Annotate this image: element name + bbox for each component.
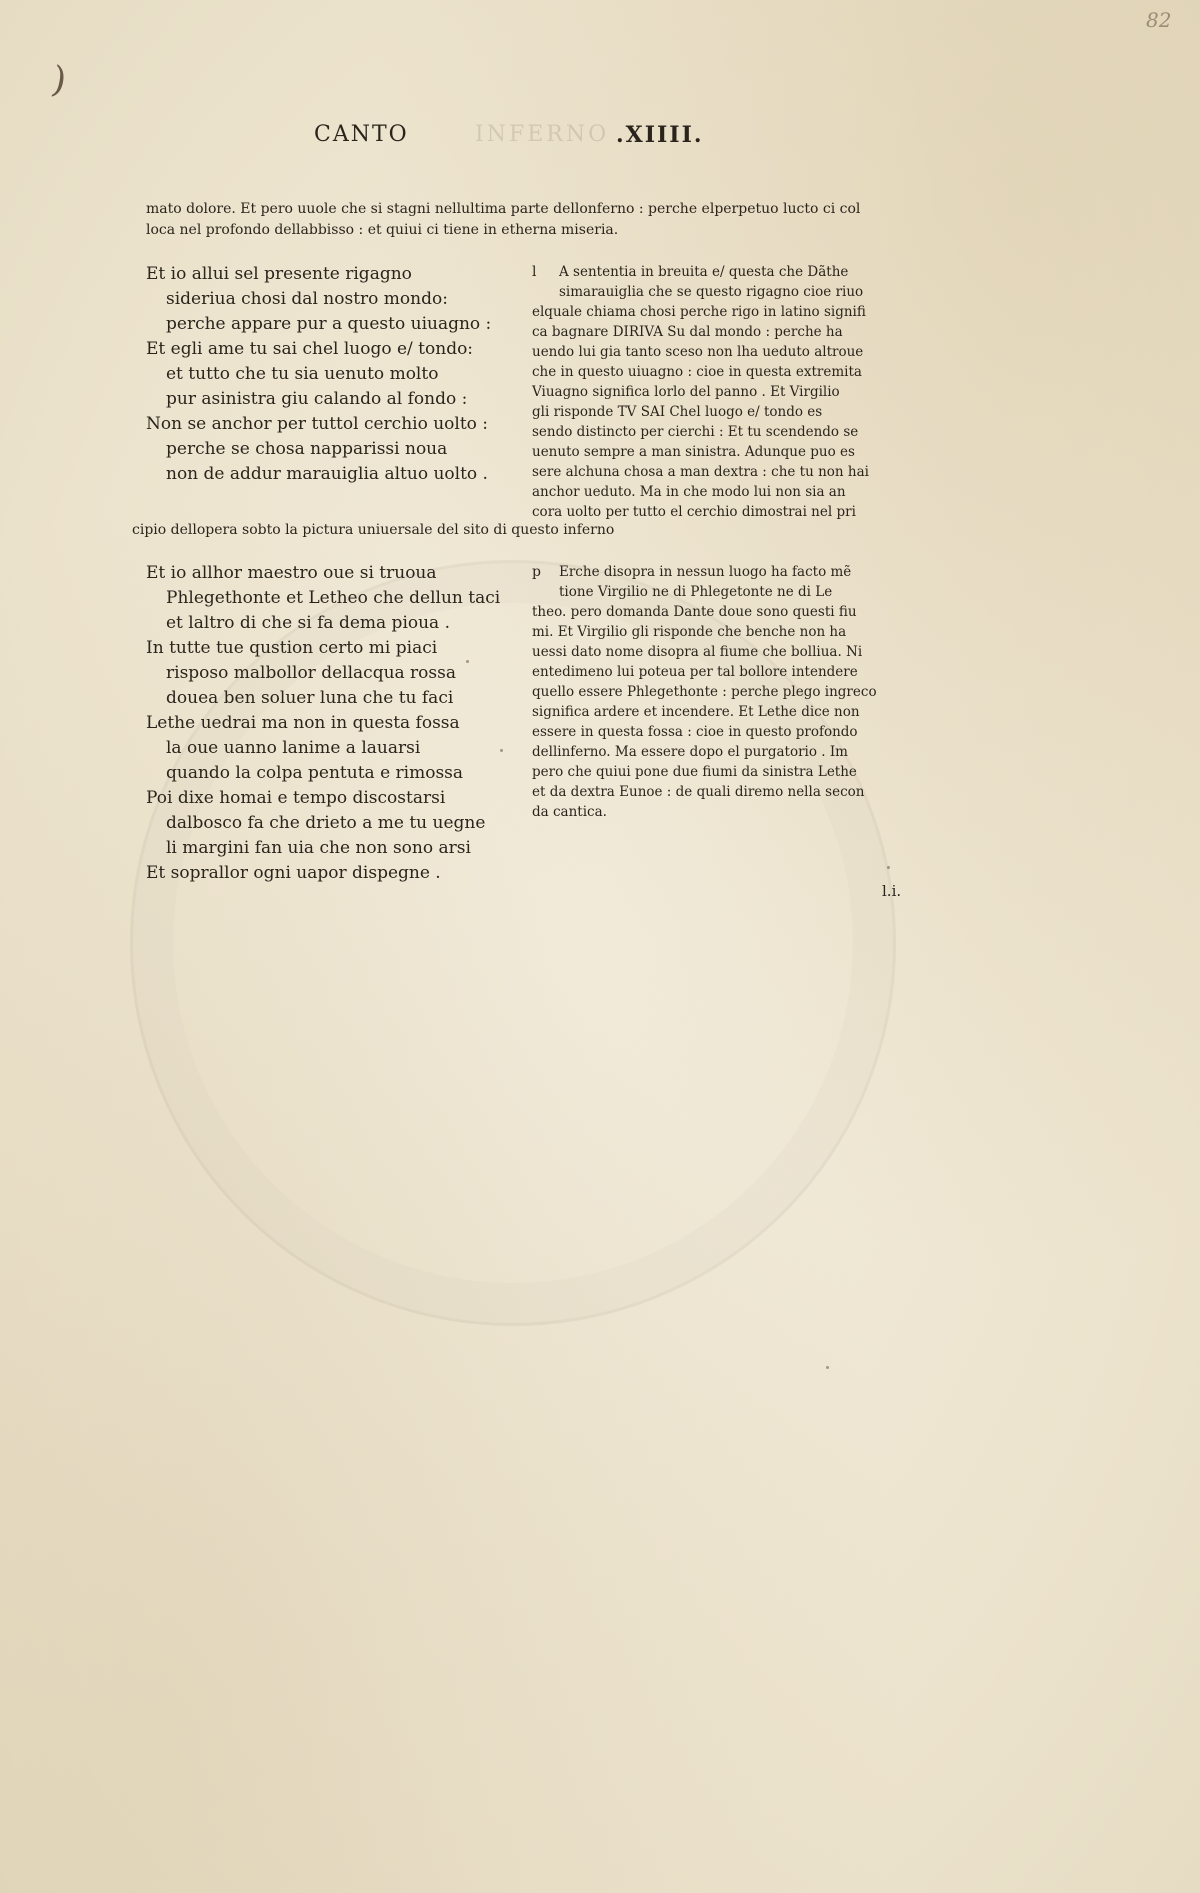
text-line: Phlegethonte et Letheo che dellun taci [166, 588, 501, 608]
ink-speck [500, 749, 503, 752]
text-line: pur asinistra giu calando al fondo : [166, 389, 468, 409]
text-line: Et io allui sel presente rigagno [146, 264, 412, 284]
text-line: la oue uanno lanime a lauarsi [166, 738, 421, 758]
text-line: sere alchuna chosa a man dextra : che tu non hai [532, 464, 869, 480]
text-line: Et soprallor ogni uapor dispegne . [146, 863, 441, 883]
text-line: anchor ueduto. Ma in che modo lui non sia an [532, 484, 846, 500]
text-line: perche appare pur a questo uiuagno : [166, 314, 492, 334]
text-line: che in questo uiuagno : cioe in questa extremita [532, 364, 862, 380]
text-line: dalbosco fa che drieto a me tu uegne [166, 813, 486, 833]
commentary-continuation [132, 520, 614, 541]
text-line: essere in questa fossa : cioe in questo profondo [532, 724, 858, 740]
text-line: mi. Et Virgilio gli risponde che benche non ha [532, 624, 847, 640]
text-line: Non se anchor per tuttol cerchio uolto : [146, 414, 489, 434]
signature-mark: l.i. [882, 882, 902, 900]
text-line: quello essere Phlegethonte : perche plego ingreco [532, 684, 877, 700]
guide-letter: l [532, 264, 537, 280]
text-line: et laltro di che si fa dema pioua . [166, 613, 451, 633]
ink-speck [887, 866, 890, 869]
text-line: da cantica. [532, 804, 607, 820]
intro-text [146, 199, 886, 241]
text-line: tione Virgilio ne di Phlegetonte ne di Le [559, 584, 833, 600]
text-line: theo. pero domanda Dante doue sono questi fiu [532, 604, 857, 620]
text-line: Et egli ame tu sai chel luogo e/ tondo: [146, 339, 474, 359]
text-line: sideriua chosi dal nostro mondo: [166, 289, 448, 309]
ink-speck [826, 1366, 829, 1369]
text-line: uendo lui gia tanto sceso non lha ueduto altroue [532, 344, 864, 360]
text-line: sendo distincto per cierchi : Et tu scendendo se [532, 424, 859, 440]
canto-number: .XIIII. [616, 122, 704, 148]
text-line: elquale chiama chosi perche rigo in latino signifi [532, 304, 866, 320]
text-line: et tutto che tu sia uenuto molto [166, 364, 439, 384]
text-line: gli risponde TV SAI Chel luogo e/ tondo es [532, 404, 823, 420]
commentary-block-1 [532, 262, 872, 522]
commentary-block-2 [532, 562, 877, 822]
text-line: significa ardere et incendere. Et Lethe dice non [532, 704, 860, 720]
verse-block-1 [146, 262, 491, 487]
text-line: Erche disopra in nessun luogo ha facto mẽ [559, 564, 852, 580]
text-line: Viuagno significa lorlo del panno . Et Virgilio [532, 384, 840, 400]
text-line: Poi dixe homai e tempo discostarsi [146, 788, 446, 808]
text-line: douea ben soluer luna che tu faci [166, 688, 454, 708]
ink-mark: ) [48, 59, 70, 102]
text-line: cora uolto per tutto el cerchio dimostrai nel pri [532, 504, 856, 520]
text-line: non de addur marauiglia altuo uolto . [166, 464, 488, 484]
guide-letter: p [532, 564, 541, 580]
text-line: et da dextra Eunoe : de quali diremo nella secon [532, 784, 865, 800]
running-header [0, 122, 1200, 152]
bridge-line: cipio dellopera sobto la pictura uniuersale del sito di questo inferno [132, 522, 615, 538]
text-line: entedimeno lui poteua per tal bollore intendere [532, 664, 858, 680]
bleed-through-text: INFERNO [475, 122, 610, 147]
text-line: dellinferno. Ma essere dopo el purgatorio . Im [532, 744, 848, 760]
text-line: perche se chosa napparissi noua [166, 439, 448, 459]
canto-label: CANTO [314, 122, 409, 147]
text-line: risposo malbollor dellacqua rossa [166, 663, 457, 683]
text-line: A sententia in breuita e/ questa che Dãthe [559, 264, 849, 280]
text-line: pero che quiui pone due fiumi da sinistra Lethe [532, 764, 857, 780]
pencil-folio-note: 82 [1146, 8, 1172, 32]
text-line: ca bagnare DIRIVA Su dal mondo : perche ha [532, 324, 843, 340]
text-line: In tutte tue qustion certo mi piaci [146, 638, 438, 658]
text-line: Et io allhor maestro oue si truoua [146, 563, 437, 583]
text-line: uenuto sempre a man sinistra. Adunque puo es [532, 444, 855, 460]
text-line: simarauiglia che se questo rigagno cioe riuo [559, 284, 864, 300]
text-line: loca nel profondo dellabbisso : et quiui ci tiene in etherna miseria. [146, 222, 619, 238]
text-line: mato dolore. Et pero uuole che si stagni nellultima parte dellonferno : perche elperpetuo lucto ci col [146, 201, 861, 217]
text-line: quando la colpa pentuta e rimossa [166, 763, 464, 783]
text-line: li margini fan uia che non sono arsi [166, 838, 471, 858]
text-line: uessi dato nome disopra al fiume che bolliua. Ni [532, 644, 863, 660]
text-line: Lethe uedrai ma non in questa fossa [146, 713, 460, 733]
verse-block-2 [146, 561, 500, 886]
ink-speck [466, 660, 469, 663]
